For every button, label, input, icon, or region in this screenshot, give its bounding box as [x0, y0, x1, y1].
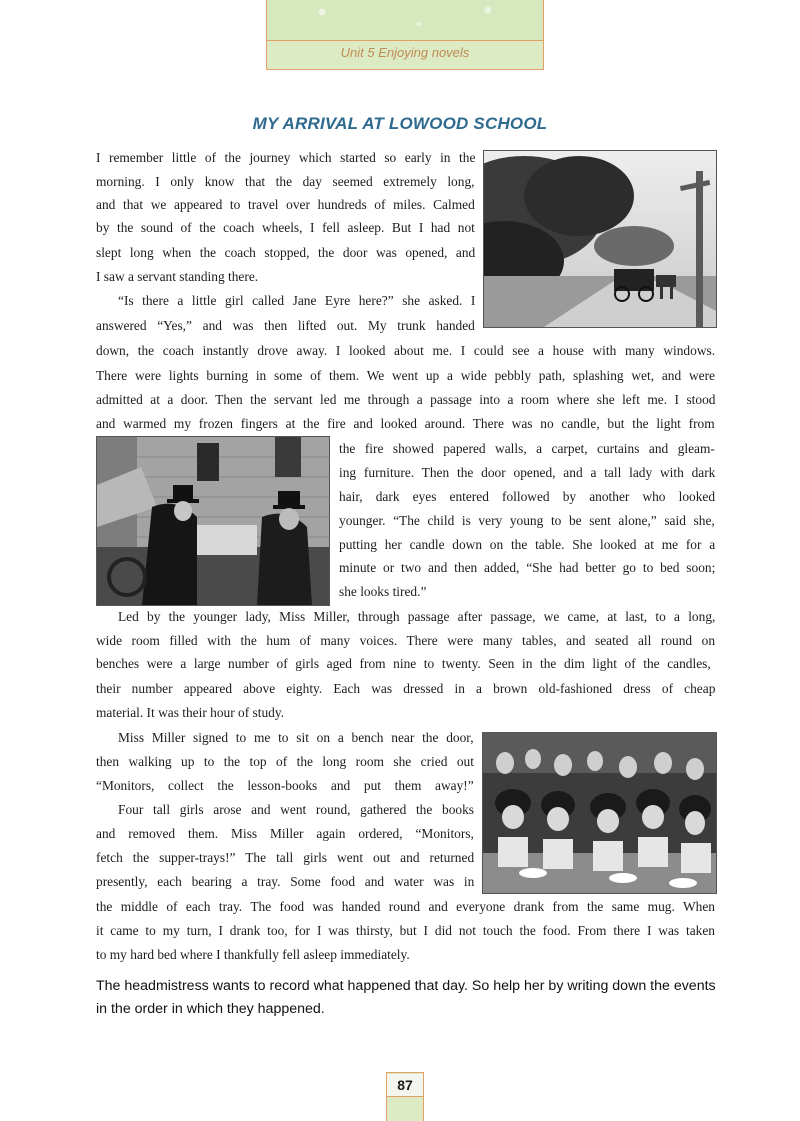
top-hat-men-photo	[96, 436, 330, 606]
header-texture	[267, 0, 543, 40]
text-line: their number appeared above eighty. Each was dressed in a brown old-fashioned dress of cheap	[96, 681, 716, 696]
text-line: hair, dark eyes entered followed by another who looked	[339, 489, 716, 504]
text-line: answered “Yes,” and was then lifted out. My trunk handed	[96, 318, 475, 333]
text-line: Miss Miller signed to me to sit on a bench near the door,	[118, 730, 474, 745]
text-line: material. It was their hour of study.	[96, 705, 285, 720]
text-line: I remember little of the journey which started so early in the	[96, 150, 476, 165]
coach-road-photo	[483, 150, 717, 328]
text-line: “Monitors, collect the lesson-books and put them away!”	[96, 778, 474, 793]
text-line: she looks tired.”	[339, 584, 427, 599]
top-hat-men-illustration	[97, 437, 329, 605]
coach-road-illustration	[484, 151, 716, 327]
text-line: the middle of each tray. The food was handed round and everyone drank from the same mug. When	[96, 899, 715, 914]
text-line: benches were a large number of girls aged from nine to twenty. Seen in the dim light of the candles,	[96, 656, 711, 671]
text-line: wide room filled with the hum of many voices. There were many tables, and seated all round on	[96, 633, 716, 648]
text-line: putting her candle down on the table. She looked at me for a	[339, 537, 716, 552]
text-line: fetch the supper-trays!” The tall girls went out and returned	[96, 850, 475, 865]
text-line: to my hard bed where I thankfully fell asleep immediately.	[96, 947, 410, 962]
text-line: by the sound of the coach wheels, I fell asleep. But I had not	[96, 220, 475, 235]
text-line: then walking up to the top of the long room she cried out	[96, 754, 474, 769]
text-line: minute or two and then added, “She had better go to bed soon;	[339, 560, 716, 575]
writing-task-prompt: The headmistress wants to record what happened that day. So help her by writing down the events in the order in which they happened.	[96, 978, 716, 1017]
text-line: and that we appeared to travel over hundreds of miles. Calmed	[96, 197, 475, 212]
text-line: I saw a servant standing there.	[96, 269, 259, 284]
text-line: “Is there a little girl called Jane Eyre here?” she asked. I	[118, 293, 476, 308]
text-line: younger. “The child is very young to be sent alone,” said she,	[339, 513, 715, 528]
text-line: down, the coach instantly drove away. I looked about me. I could see a house with many windows.	[96, 343, 716, 358]
text-line: Four tall girls arose and went round, gathered the books	[118, 802, 474, 817]
text-line: morning. I only know that the day seemed extremely long,	[96, 174, 475, 189]
text-line: slept long when the coach stopped, the door was opened, and	[96, 245, 476, 260]
text-line: and warmed my frozen fingers at the fire and looked around. There was no candle, but the light from	[96, 416, 715, 431]
text-line: There were lights burning in some of them. We went up a wide pebbly path, splashing wet, and were	[96, 368, 715, 383]
story-title: MY ARRIVAL AT LOWOOD SCHOOL	[252, 114, 548, 133]
text-line: ing furniture. Then the door opened, and a tall lady with dark	[339, 465, 716, 480]
text-line: admitted at a door. Then the servant led me through a passage into a room where she left me. I stood	[96, 392, 716, 407]
text-line: the fire showed papered walls, a carpet, curtains and gleam-	[339, 441, 715, 456]
girls-at-supper-photo	[482, 732, 717, 894]
unit-header	[266, 0, 544, 70]
text-line: and removed them. Miss Miller again ordered, “Monitors,	[96, 826, 474, 841]
header-divider	[267, 40, 543, 41]
girls-at-supper-illustration	[483, 733, 716, 893]
page-number: 87	[387, 1074, 423, 1097]
text-line: presently, each bearing a tray. Some food and water was in	[96, 874, 475, 889]
text-line: it came to my turn, I drank too, for I was thirsty, but I did not touch the food. From there I was taken	[96, 923, 715, 938]
unit-label: Unit 5 Enjoying novels	[340, 45, 470, 60]
page-number-box	[386, 1072, 424, 1121]
text-line: Led by the younger lady, Miss Miller, through passage after passage, we came, at last, to a long,	[118, 609, 716, 624]
